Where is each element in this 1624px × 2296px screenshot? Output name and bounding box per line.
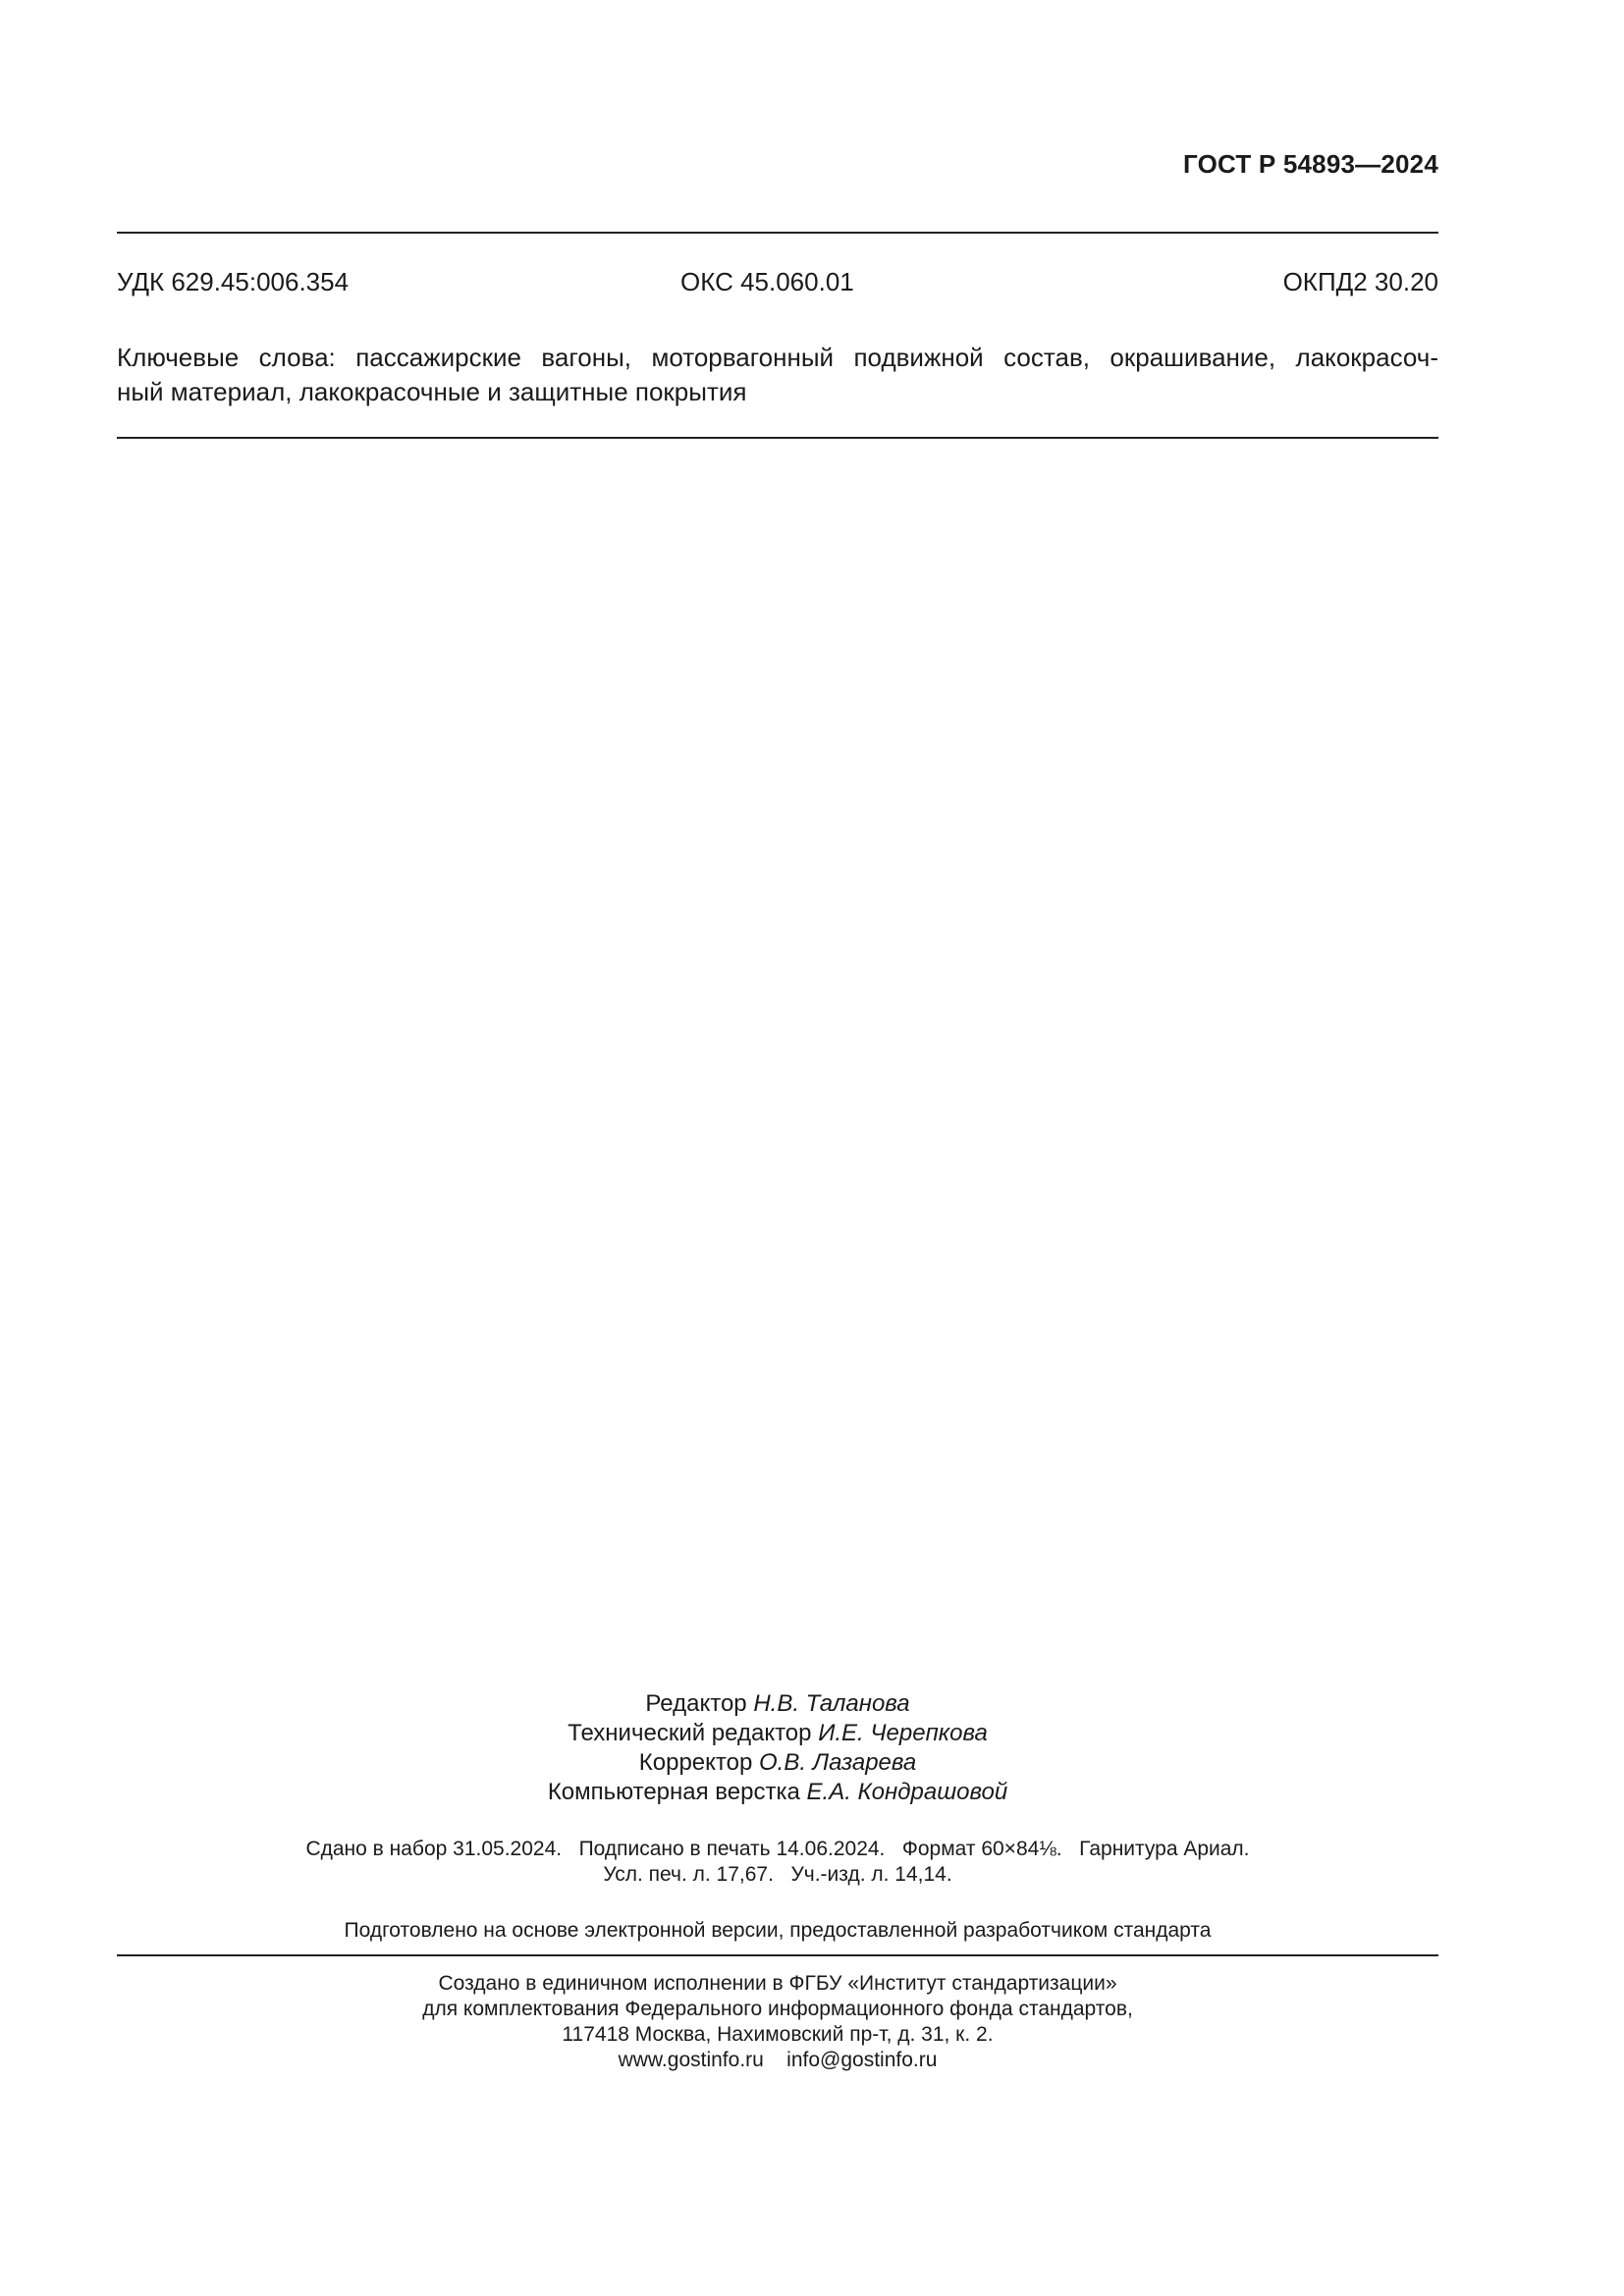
credit-technical-editor (117, 1719, 1438, 1748)
prepared-note: Подготовлено на основе электронной версии, предоставленной разработчиком стандарта (344, 1919, 1212, 1942)
credit-role: Корректор (638, 1749, 753, 1776)
publisher-line-2: для комплектования Федерального информационного фонда стандартов, (422, 1998, 1133, 2020)
keywords-divider (117, 437, 1438, 439)
credit-person: Н.В. Таланова (753, 1690, 910, 1717)
keywords-line-1: Ключевые слова: пассажирские вагоны, моторвагонный подвижной состав, окрашивание, лакокрасоч- (117, 343, 1438, 372)
publisher-info (117, 1971, 1438, 2073)
credit-person: И.Е. Черепкова (818, 1720, 988, 1746)
credit-person: О.В. Лазарева (759, 1749, 917, 1776)
credit-person: Е.А. Кондрашовой (806, 1779, 1008, 1805)
publisher-line-1: Создано в единичном исполнении в ФГБУ «Институт стандартизации» (438, 1972, 1117, 1995)
publisher-line-4: www.gostinfo.ru info@gostinfo.ru (618, 2049, 938, 2071)
classification-codes (117, 267, 1438, 300)
standard-number: ГОСТ Р 54893—2024 (1183, 149, 1438, 179)
udk-code: УДК 629.45:006.354 (117, 267, 350, 296)
editorial-credits (117, 1689, 1438, 1807)
credit-role: Технический редактор (568, 1720, 812, 1746)
credit-proofreader (117, 1748, 1438, 1778)
print-details-line-2: Усл. печ. л. 17,67. Уч.-изд. л. 14,14. (603, 1863, 952, 1886)
oks-code: ОКС 45.060.01 (680, 267, 854, 296)
credit-editor (117, 1689, 1438, 1719)
keywords-paragraph (117, 341, 1438, 409)
print-details-line-1: Сдано в набор 31.05.2024. Подписано в печать 14.06.2024. Формат 60×84⅛. Гарнитура Ариал. (305, 1838, 1250, 1860)
keywords-line-2: ный материал, лакокрасочные и защитные покрытия (117, 377, 747, 406)
credit-layout (117, 1778, 1438, 1807)
print-details (117, 1837, 1438, 1888)
credit-role: Компьютерная верстка (547, 1779, 800, 1805)
credit-role: Редактор (645, 1690, 747, 1717)
okpd-code: ОКПД2 30.20 (1282, 267, 1438, 296)
publisher-line-3: 117418 Москва, Нахимовский пр-т, д. 31, к. 2. (562, 2023, 994, 2046)
footer-divider (117, 1954, 1438, 1956)
top-divider (117, 232, 1438, 234)
